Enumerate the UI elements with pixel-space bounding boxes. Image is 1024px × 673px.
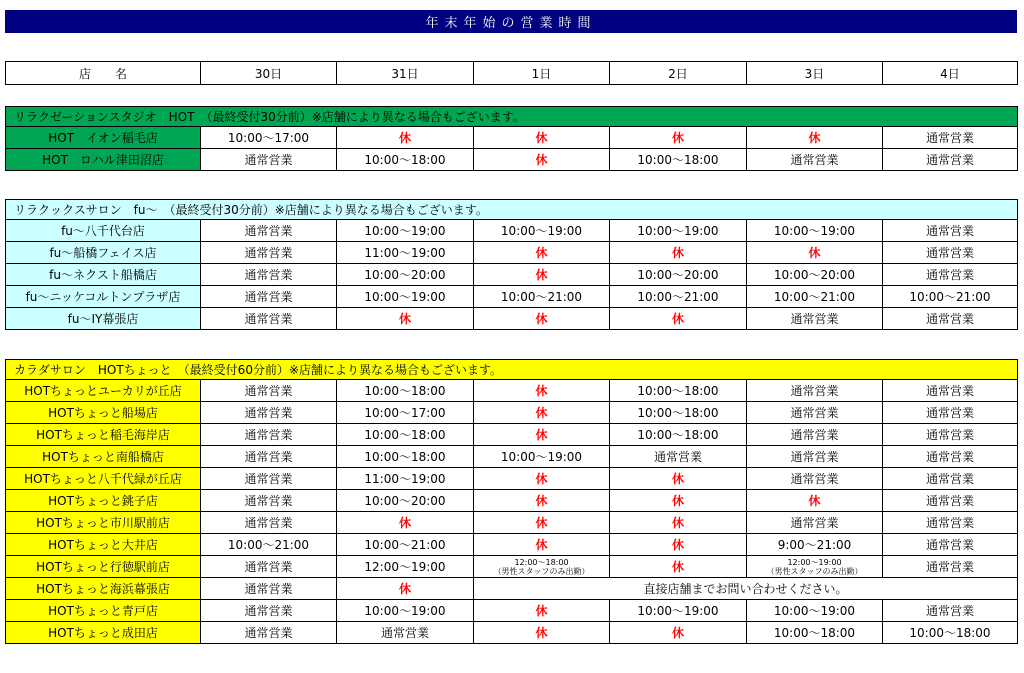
hours-cell: 休 bbox=[610, 556, 747, 578]
header-row bbox=[6, 62, 1018, 85]
hours-cell: 10:00～19:00 bbox=[747, 220, 883, 242]
hours-cell: 通常営業 bbox=[201, 490, 337, 512]
table-row bbox=[6, 446, 1018, 468]
hours-cell: 10:00～18:00 bbox=[337, 424, 474, 446]
store-name: HOTちょっと市川駅前店 bbox=[6, 512, 201, 534]
hours-cell: 通常営業 bbox=[883, 512, 1018, 534]
table-row bbox=[6, 127, 1018, 149]
table-row bbox=[6, 308, 1018, 330]
hours-cell: 通常営業 bbox=[883, 402, 1018, 424]
table-row bbox=[6, 468, 1018, 490]
day-header: 1日 bbox=[474, 62, 610, 85]
store-name: HOTちょっと海浜幕張店 bbox=[6, 578, 201, 600]
hours-cell: 10:00～21:00 bbox=[337, 534, 474, 556]
table-row bbox=[6, 578, 1018, 600]
hours-cell: 10:00～21:00 bbox=[610, 286, 747, 308]
hours-cell: 10:00～19:00 bbox=[337, 286, 474, 308]
hours-cell: 10:00～18:00 bbox=[883, 622, 1018, 644]
hours-cell: 10:00～19:00 bbox=[337, 220, 474, 242]
hours-cell: 10:00～21:00 bbox=[201, 534, 337, 556]
section-hot bbox=[5, 106, 1018, 171]
hours-cell: 休 bbox=[474, 468, 610, 490]
table-row bbox=[6, 220, 1018, 242]
hours-cell: 10:00～19:00 bbox=[474, 446, 610, 468]
section-heading: リラクゼーションスタジオ HOT （最終受付30分前）※店舗により異なる場合もございます。 bbox=[6, 107, 1018, 127]
hours-cell: 通常営業 bbox=[201, 556, 337, 578]
hours-cell: 10:00～20:00 bbox=[610, 264, 747, 286]
hours-cell: 休 bbox=[474, 308, 610, 330]
hours-cell: 通常営業 bbox=[201, 512, 337, 534]
hours-cell: 通常営業 bbox=[883, 424, 1018, 446]
hours-cell: 通常営業 bbox=[747, 424, 883, 446]
hours-cell: 休 bbox=[610, 308, 747, 330]
hours-cell: 休 bbox=[337, 127, 474, 149]
hours-cell: 休 bbox=[337, 512, 474, 534]
hours-cell: 12:00～19:00 （男性スタッフのみ出勤） bbox=[747, 556, 883, 578]
table-row bbox=[6, 424, 1018, 446]
hours-cell: 通常営業 bbox=[883, 380, 1018, 402]
hours-cell: 休 bbox=[747, 242, 883, 264]
table-row bbox=[6, 286, 1018, 308]
hours-cell: 10:00～19:00 bbox=[610, 220, 747, 242]
store-name: fu～船橋フェイス店 bbox=[6, 242, 201, 264]
hours-cell: 通常営業 bbox=[883, 127, 1018, 149]
hours-cell: 休 bbox=[474, 264, 610, 286]
hours-cell: 休 bbox=[747, 490, 883, 512]
hours-cell: 通常営業 bbox=[201, 308, 337, 330]
hours-cell: 通常営業 bbox=[201, 242, 337, 264]
hours-cell: 通常営業 bbox=[201, 220, 337, 242]
hours-cell: 通常営業 bbox=[201, 446, 337, 468]
hours-cell: 休 bbox=[474, 380, 610, 402]
hours-cell: 通常営業 bbox=[883, 600, 1018, 622]
hours-cell: 休 bbox=[474, 127, 610, 149]
hours-cell: 9:00～21:00 bbox=[747, 534, 883, 556]
hours-cell: 通常営業 bbox=[883, 220, 1018, 242]
hours-cell: 10:00～21:00 bbox=[883, 286, 1018, 308]
hours-cell: 通常営業 bbox=[201, 402, 337, 424]
store-name: fu～ネクスト船橋店 bbox=[6, 264, 201, 286]
section-fu bbox=[5, 199, 1018, 330]
store-name: HOTちょっとユーカリが丘店 bbox=[6, 380, 201, 402]
hours-cell: 通常営業 bbox=[747, 380, 883, 402]
store-name: HOTちょっと青戸店 bbox=[6, 600, 201, 622]
hours-cell: 10:00～18:00 bbox=[747, 622, 883, 644]
section-heading: カラダサロン HOTちょっと （最終受付60分前）※店舗により異なる場合もございます。 bbox=[6, 360, 1018, 380]
hours-cell: 通常営業 bbox=[201, 468, 337, 490]
hours-cell: 休 bbox=[610, 490, 747, 512]
hours-cell: 休 bbox=[474, 512, 610, 534]
hours-cell: 通常営業 bbox=[747, 402, 883, 424]
table-row bbox=[6, 556, 1018, 578]
hours-cell: 通常営業 bbox=[747, 149, 883, 171]
hours-cell: 10:00～17:00 bbox=[201, 127, 337, 149]
hours-cell: 10:00～21:00 bbox=[474, 286, 610, 308]
hours-cell: 12:00～18:00 （男性スタッフのみ出勤） bbox=[474, 556, 610, 578]
hours-cell: 通常営業 bbox=[883, 308, 1018, 330]
store-name: HOT ロハル津田沼店 bbox=[6, 149, 201, 171]
table-row bbox=[6, 512, 1018, 534]
hours-cell: 休 bbox=[747, 127, 883, 149]
hours-cell: 休 bbox=[474, 622, 610, 644]
table-row bbox=[6, 534, 1018, 556]
hours-cell: 通常営業 bbox=[883, 149, 1018, 171]
store-name: HOTちょっと南船橋店 bbox=[6, 446, 201, 468]
table-row bbox=[6, 380, 1018, 402]
header-table bbox=[5, 61, 1018, 85]
store-name: HOTちょっと船場店 bbox=[6, 402, 201, 424]
store-name: HOTちょっと大井店 bbox=[6, 534, 201, 556]
hours-cell: 休 bbox=[474, 534, 610, 556]
store-name: HOTちょっと成田店 bbox=[6, 622, 201, 644]
hours-cell: 休 bbox=[610, 622, 747, 644]
hours-cell: 休 bbox=[474, 600, 610, 622]
store-name: fu～八千代台店 bbox=[6, 220, 201, 242]
hours-cell: 11:00～19:00 bbox=[337, 468, 474, 490]
hours-cell: 10:00～18:00 bbox=[337, 149, 474, 171]
section-hot-chotto bbox=[5, 359, 1018, 644]
store-column-header: 店 名 bbox=[6, 62, 201, 85]
hours-cell: 通常営業 bbox=[883, 534, 1018, 556]
hours-cell: 通常営業 bbox=[201, 578, 337, 600]
hours-cell: 通常営業 bbox=[201, 622, 337, 644]
store-name: fu～IY幕張店 bbox=[6, 308, 201, 330]
table-row bbox=[6, 149, 1018, 171]
store-name: fu～ニッケコルトンプラザ店 bbox=[6, 286, 201, 308]
hours-cell: 通常営業 bbox=[883, 468, 1018, 490]
hours-cell: 休 bbox=[610, 468, 747, 490]
hours-cell: 10:00～18:00 bbox=[337, 380, 474, 402]
hours-cell: 10:00～18:00 bbox=[337, 446, 474, 468]
hours-cell: 直接店舗までお問い合わせください。 bbox=[474, 578, 1018, 600]
hours-cell: 10:00～20:00 bbox=[337, 264, 474, 286]
hours-cell: 休 bbox=[337, 578, 474, 600]
day-header: 4日 bbox=[883, 62, 1018, 85]
hours-cell: 通常営業 bbox=[747, 468, 883, 490]
store-name: HOTちょっと行徳駅前店 bbox=[6, 556, 201, 578]
hours-cell: 10:00～19:00 bbox=[610, 600, 747, 622]
hours-cell: 通常営業 bbox=[883, 556, 1018, 578]
section-heading-row bbox=[6, 360, 1018, 380]
table-row bbox=[6, 264, 1018, 286]
hours-cell: 通常営業 bbox=[610, 446, 747, 468]
table-row bbox=[6, 622, 1018, 644]
store-name: HOTちょっと八千代緑が丘店 bbox=[6, 468, 201, 490]
hours-cell: 通常営業 bbox=[883, 490, 1018, 512]
day-header: 3日 bbox=[747, 62, 883, 85]
hours-cell: 通常営業 bbox=[747, 308, 883, 330]
hours-cell: 休 bbox=[474, 490, 610, 512]
hours-cell: 10:00～18:00 bbox=[610, 402, 747, 424]
section-heading: リラクックスサロン fu～ （最終受付30分前）※店舗により異なる場合もございます。 bbox=[6, 200, 1018, 220]
section-heading-row bbox=[6, 200, 1018, 220]
hours-cell: 通常営業 bbox=[747, 512, 883, 534]
store-name: HOTちょっと銚子店 bbox=[6, 490, 201, 512]
hours-cell: 10:00～19:00 bbox=[747, 600, 883, 622]
hours-cell: 休 bbox=[610, 242, 747, 264]
hours-cell: 通常営業 bbox=[747, 446, 883, 468]
hours-cell: 通常営業 bbox=[883, 242, 1018, 264]
store-name: HOT イオン稲毛店 bbox=[6, 127, 201, 149]
hours-cell: 休 bbox=[474, 242, 610, 264]
day-header: 31日 bbox=[337, 62, 474, 85]
hours-cell: 通常営業 bbox=[201, 264, 337, 286]
hours-cell: 通常営業 bbox=[201, 149, 337, 171]
table-row bbox=[6, 490, 1018, 512]
day-header: 2日 bbox=[610, 62, 747, 85]
hours-cell: 11:00～19:00 bbox=[337, 242, 474, 264]
hours-cell: 12:00～19:00 bbox=[337, 556, 474, 578]
hours-cell: 10:00～19:00 bbox=[474, 220, 610, 242]
section-heading-row bbox=[6, 107, 1018, 127]
hours-cell: 通常営業 bbox=[201, 600, 337, 622]
hours-cell: 10:00～18:00 bbox=[610, 149, 747, 171]
hours-cell: 休 bbox=[610, 534, 747, 556]
hours-cell: 休 bbox=[474, 149, 610, 171]
hours-cell: 休 bbox=[610, 127, 747, 149]
hours-cell: 休 bbox=[474, 424, 610, 446]
hours-cell: 10:00～20:00 bbox=[337, 490, 474, 512]
hours-cell: 通常営業 bbox=[883, 264, 1018, 286]
hours-cell: 通常営業 bbox=[201, 424, 337, 446]
hours-cell: 10:00～17:00 bbox=[337, 402, 474, 424]
table-row bbox=[6, 242, 1018, 264]
page-title: 年末年始の営業時間 bbox=[5, 10, 1017, 33]
table-row bbox=[6, 600, 1018, 622]
hours-cell: 通常営業 bbox=[201, 286, 337, 308]
hours-cell: 休 bbox=[474, 402, 610, 424]
hours-cell: 通常営業 bbox=[883, 446, 1018, 468]
table-row bbox=[6, 402, 1018, 424]
hours-cell: 10:00～21:00 bbox=[747, 286, 883, 308]
hours-cell: 10:00～18:00 bbox=[610, 424, 747, 446]
hours-cell: 休 bbox=[337, 308, 474, 330]
store-name: HOTちょっと稲毛海岸店 bbox=[6, 424, 201, 446]
day-header: 30日 bbox=[201, 62, 337, 85]
hours-cell: 10:00～20:00 bbox=[747, 264, 883, 286]
hours-cell: 通常営業 bbox=[337, 622, 474, 644]
hours-cell: 10:00～18:00 bbox=[610, 380, 747, 402]
hours-cell: 休 bbox=[610, 512, 747, 534]
hours-cell: 10:00～19:00 bbox=[337, 600, 474, 622]
hours-cell: 通常営業 bbox=[201, 380, 337, 402]
